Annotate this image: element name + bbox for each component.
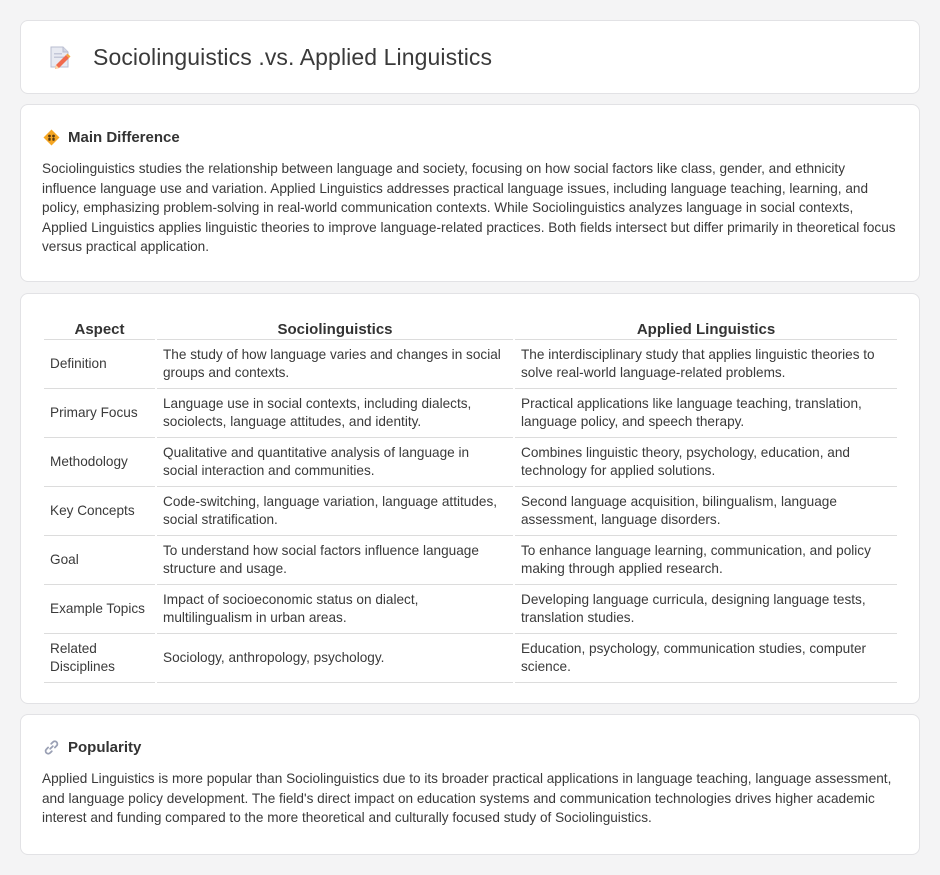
table-row xyxy=(44,389,897,438)
table-row xyxy=(44,487,897,536)
applied-linguistics-cell: Developing language curricula, designing language tests, translation studies. xyxy=(515,585,897,634)
page-title: Sociolinguistics .vs. Applied Linguistics xyxy=(93,43,493,70)
table-row xyxy=(44,438,897,487)
applied-linguistics-cell: Education, psychology, communication studies, computer science. xyxy=(515,634,897,683)
aspect-cell: Methodology xyxy=(44,438,155,487)
popularity-heading: Popularity xyxy=(68,738,142,756)
main-difference-card xyxy=(20,104,920,282)
main-difference-header xyxy=(43,127,919,147)
aspect-cell: Definition xyxy=(44,340,155,389)
table-row xyxy=(44,634,897,683)
applied-linguistics-cell: Second language acquisition, bilingualism, language assessment, language disorders. xyxy=(515,487,897,536)
aspect-cell: Primary Focus xyxy=(44,389,155,438)
applied-linguistics-cell: Practical applications like language teaching, translation, language policy, and speech therapy. xyxy=(515,389,897,438)
popularity-card xyxy=(20,714,920,855)
table-row xyxy=(44,340,897,389)
aspect-cell: Key Concepts xyxy=(44,487,155,536)
sociolinguistics-cell: Impact of socioeconomic status on dialect, multilingualism in urban areas. xyxy=(157,585,513,634)
main-difference-heading: Main Difference xyxy=(68,128,180,146)
comparison-table xyxy=(42,316,899,683)
popularity-text: Applied Linguistics is more popular than Sociolinguistics due to its broader practical applications in language teaching, language assessment, and language policy development. The field's direct impact on education systems and communication technologies drives higher academic interest and funding compared to the more theoretical and culturally focused study of Sociolinguistics. xyxy=(42,771,892,825)
sociolinguistics-cell: Qualitative and quantitative analysis of language in social interaction and communities. xyxy=(157,438,513,487)
link-icon xyxy=(43,739,60,756)
header-sociolinguistics: Sociolinguistics xyxy=(157,316,513,340)
header-applied-linguistics: Applied Linguistics xyxy=(515,316,897,340)
sociolinguistics-cell: Language use in social contexts, including dialects, sociolects, language attitudes, and identity. xyxy=(157,389,513,438)
popularity-header xyxy=(43,737,919,757)
applied-linguistics-cell: To enhance language learning, communication, and policy making through applied research. xyxy=(515,536,897,585)
comparison-card xyxy=(20,293,920,704)
applied-linguistics-cell: Combines linguistic theory, psychology, education, and technology for applied solutions. xyxy=(515,438,897,487)
title-card xyxy=(20,20,920,94)
aspect-cell: Goal xyxy=(44,536,155,585)
header-aspect: Aspect xyxy=(44,316,155,340)
aspect-cell: Example Topics xyxy=(44,585,155,634)
diamond-people-icon xyxy=(43,129,60,146)
aspect-cell: Related Disciplines xyxy=(44,634,155,683)
main-difference-text: Sociolinguistics studies the relationship between language and society, focusing on how social factors like class, gender, and ethnicity influence language use and variation. Applied Linguistics addresses practical language issues, including language teaching, learning, and policy, emphasizing problem-solving in real-world communication contexts. While Sociolinguistics analyzes language in social contexts, Applied Linguistics applies linguistic theories to improve language-related practices. Both fields intersect but differ primarily in theoretical focus versus practical application. xyxy=(42,161,896,254)
document-pencil-icon xyxy=(47,44,73,70)
sociolinguistics-cell: The study of how language varies and changes in social groups and contexts. xyxy=(157,340,513,389)
table-row xyxy=(44,536,897,585)
applied-linguistics-cell: The interdisciplinary study that applies linguistic theories to solve real-world language-related problems. xyxy=(515,340,897,389)
table-row xyxy=(44,585,897,634)
sociolinguistics-cell: Code-switching, language variation, language attitudes, social stratification. xyxy=(157,487,513,536)
sociolinguistics-cell: Sociology, anthropology, psychology. xyxy=(157,634,513,683)
table-header-row xyxy=(44,316,897,340)
sociolinguistics-cell: To understand how social factors influence language structure and usage. xyxy=(157,536,513,585)
